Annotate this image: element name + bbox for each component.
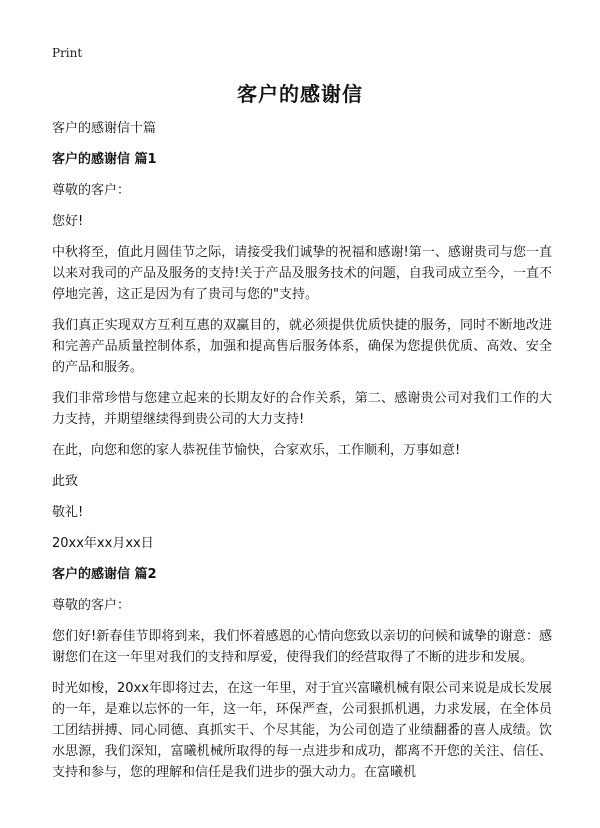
paragraph-2-1: 您们好!新春佳节即将到来，我们怀着感恩的心情向您致以亲切的问候和诚挚的谢意：感谢您们在这一年里对我们的支持和厚爱，使得我们的经营取得了不断的进步和发展。 (52, 629, 552, 665)
salutation-2: 尊敬的客户： (52, 598, 131, 613)
greeting-1: 您好! (52, 214, 84, 229)
print-link[interactable]: Print (52, 46, 83, 60)
letter-date: 20xx年xx月xx日 (52, 536, 154, 551)
paragraph-1-2: 我们真正实现双方互利互惠的双赢目的，就必须提供优质快捷的服务，同时不断地改进和完善产品质量控制体系，加强和提高售后服务体系，确保为您提供优质、高效、安全的产品和服务。 (52, 318, 552, 375)
paragraph-1-3: 我们非常珍惜与您建立起来的长期友好的合作关系，第二、感谢贵公司对我们工作的大力支持，并期望继续得到贵公司的大力支持! (52, 391, 552, 427)
document-subtitle: 客户的感谢信十篇 (52, 121, 157, 136)
closing-2: 敬礼! (52, 505, 84, 520)
section-heading-1: 客户的感谢信 篇1 (52, 152, 157, 167)
paragraph-2-2: 时光如梭，20xx年即将过去，在这一年里，对于宜兴富曦机械有限公司来说是成长发展的一年，是难以忘怀的一年，这一年，环保严查，公司狠抓机遇，力求发展，在全体员工团结拼搏、同心同德、真抓实干、个尽其能，为公司创造了业绩翻番的喜人成绩。饮水思源，我们深知，富曦机械所取得的每一点进步和成功，都离不开您的关注、信任、支持和参与，您的理解和信任是我们进步的强大动力。在富曦机 (52, 681, 552, 780)
salutation-1: 尊敬的客户： (52, 183, 131, 198)
document-body (52, 118, 552, 793)
paragraph-1-4: 在此，向您和您的家人恭祝佳节愉快，合家欢乐，工作顺利，万事如意! (52, 443, 461, 458)
section-2 (52, 564, 552, 783)
section-heading-2: 客户的感谢信 篇2 (52, 567, 157, 582)
closing-1: 此致 (52, 474, 79, 489)
paragraph-1-1: 中秋将至，值此月圆佳节之际，请接受我们诚挚的祝福和感谢!第一、感谢贵司与您一直以来对我司的产品及服务的支持!关于产品及服务技术的问题，自我司成立至今，一直不停地完善，这正是因为有了贵司与您的"支持。 (52, 245, 552, 302)
section-1 (52, 149, 552, 554)
page-title: 客户的感谢信 (237, 82, 363, 106)
